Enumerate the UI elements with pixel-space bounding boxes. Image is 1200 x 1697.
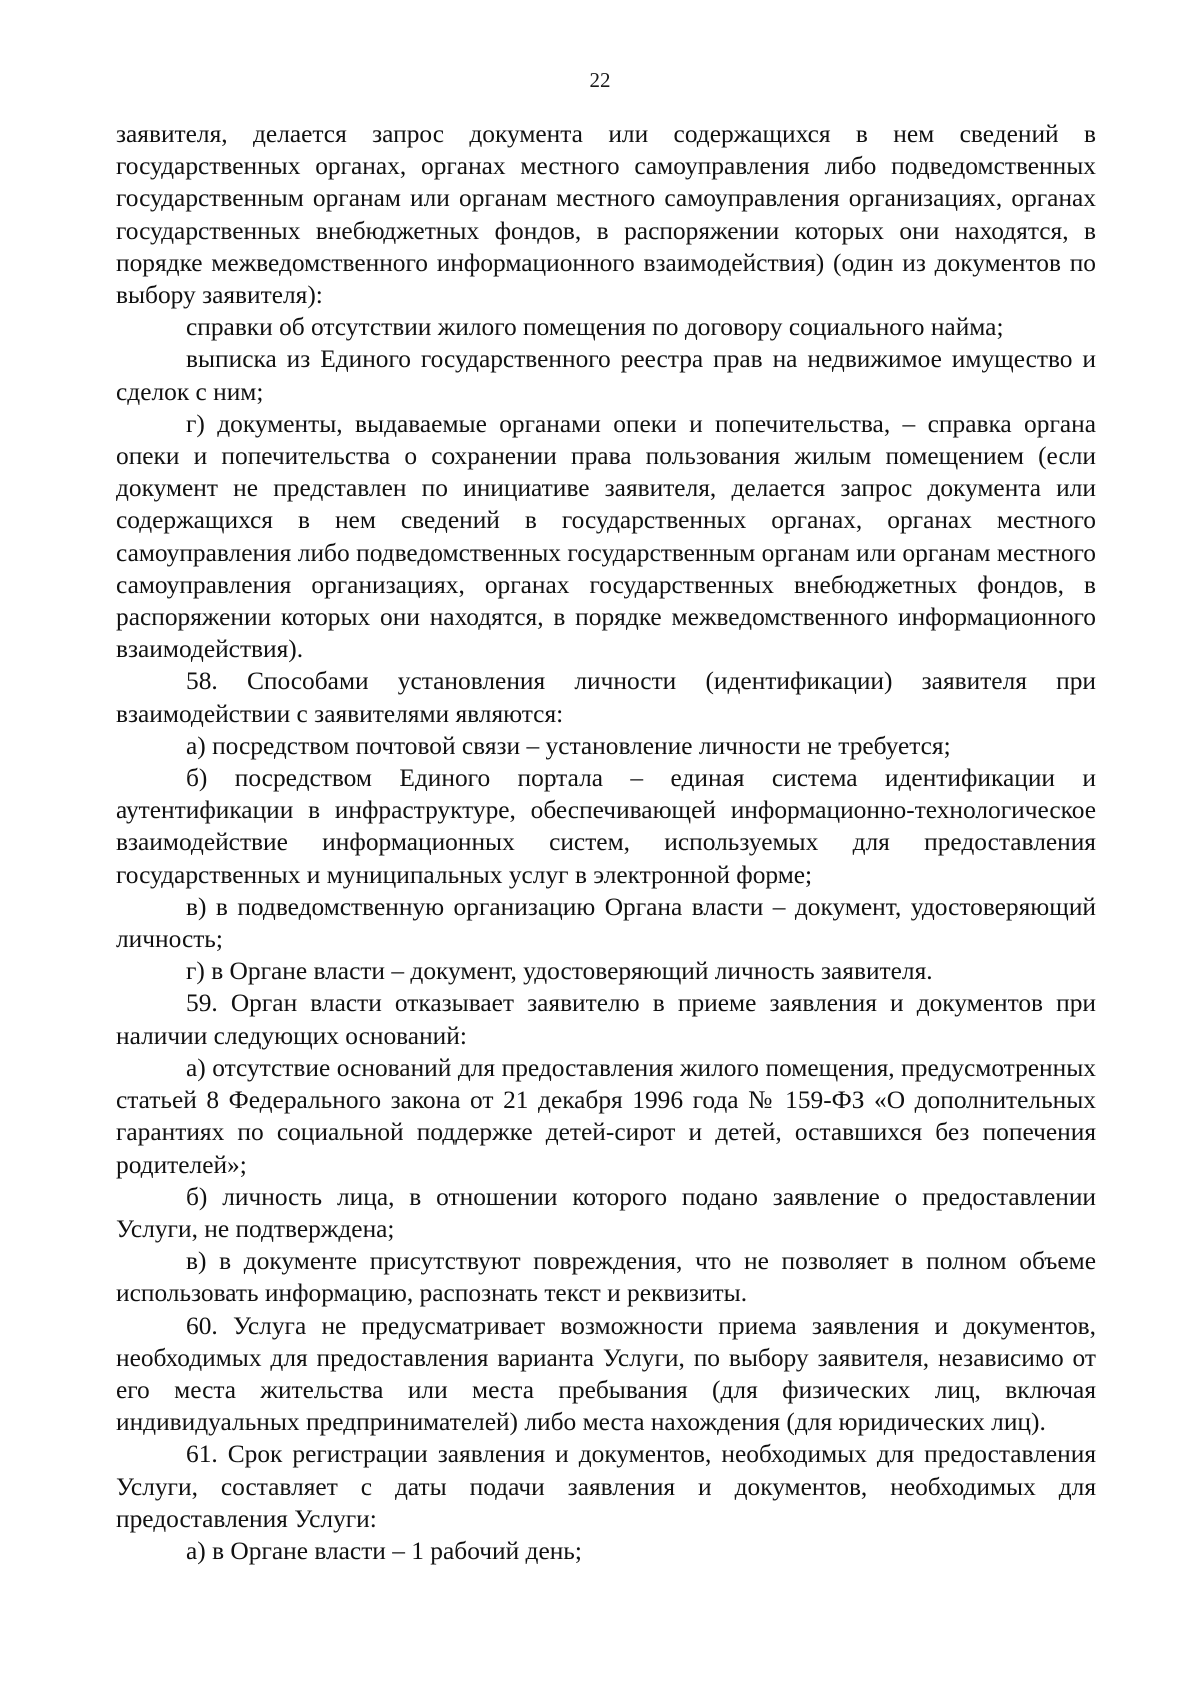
paragraph-61-a: а) в Органе власти – 1 рабочий день; <box>186 1536 582 1565</box>
paragraph-58-g: г) в Органе власти – документ, удостоверяющий личность заявителя. <box>186 957 933 986</box>
paragraph-59-a: а) отсутствие оснований для предоставления жилого помещения, предусмотренных статьей 8 Федерального закона от 21 декабря 1996 года № 159-ФЗ «О дополнительных гарантиях по социальной поддержке детей-сирот и детей, оставшихся без попечения родителей»; <box>116 1053 1096 1179</box>
paragraph-continuation: заявителя, делается запрос документа или содержащихся в нем сведений в государственных органах, органах местного самоуправления либо подведомственных государственным органам или органам местного самоуправления организациях, органах государственных внебюджетных фондов, в распоряжении которых они находятся, в порядке межведомственного информационного взаимодействия) (один из документов по выбору заявителя): <box>116 120 1096 310</box>
paragraph-58: 58. Способами установления личности (идентификации) заявителя при взаимодействии с заявителями являются: <box>116 667 1096 728</box>
paragraph-59-b: б) личность лица, в отношении которого подано заявление о предоставлении Услуги, не подтверждена; <box>116 1182 1096 1243</box>
paragraph-housing-certificate: справки об отсутствии жилого помещения по договору социального найма; <box>186 313 1004 342</box>
paragraph-58-v: в) в подведомственную организацию Органа власти – документ, удостоверяющий личность; <box>116 892 1096 954</box>
page-number: 22 <box>589 68 611 92</box>
paragraph-59: 59. Орган власти отказывает заявителю в приеме заявления и документов при наличии следующих оснований: <box>116 989 1096 1050</box>
paragraph-registry-extract: выписка из Единого государственного реестра прав на недвижимое имущество и сделок с ним; <box>116 345 1096 406</box>
document-body <box>116 118 1096 1567</box>
paragraph-61: 61. Срок регистрации заявления и документов, необходимых для предоставления Услуги, составляет с даты подачи заявления и документов, необходимых для предоставления Услуги: <box>116 1440 1096 1533</box>
paragraph-58-b: б) посредством Единого портала – единая система идентификации и аутентификации в инфраструктуре, обеспечивающей информационно-технологическое взаимодействие информационных систем, используемых для предоставления государственных и муниципальных услуг в электронной форме; <box>116 764 1096 889</box>
paragraph-58-a: а) посредством почтовой связи – установление личности не требуется; <box>186 731 951 760</box>
paragraph-60: 60. Услуга не предусматривает возможности приема заявления и документов, необходимых для предоставления варианта Услуги, по выбору заявителя, независимо от его места жительства или места пребывания (для физических лиц, включая индивидуальных предпринимателей) либо места нахождения (для юридических лиц). <box>116 1311 1096 1437</box>
paragraph-59-v: в) в документе присутствуют повреждения, что не позволяет в полном объеме использовать информацию, распознать текст и реквизиты. <box>116 1247 1096 1308</box>
paragraph-guardianship-documents: г) документы, выдаваемые органами опеки и попечительства, – справка органа опеки и попечительства о сохранении права пользования жилым помещением (если документ не представлен по инициативе заявителя, делается запрос документа или содержащихся в нем сведений в государственных органах, органах местного самоуправления либо подведомственных государственным органам или органам местного самоуправления организациях, органах государственных внебюджетных фондов, в распоряжении которых они находятся, в порядке межведомственного информационного взаимодействия). <box>116 409 1096 664</box>
